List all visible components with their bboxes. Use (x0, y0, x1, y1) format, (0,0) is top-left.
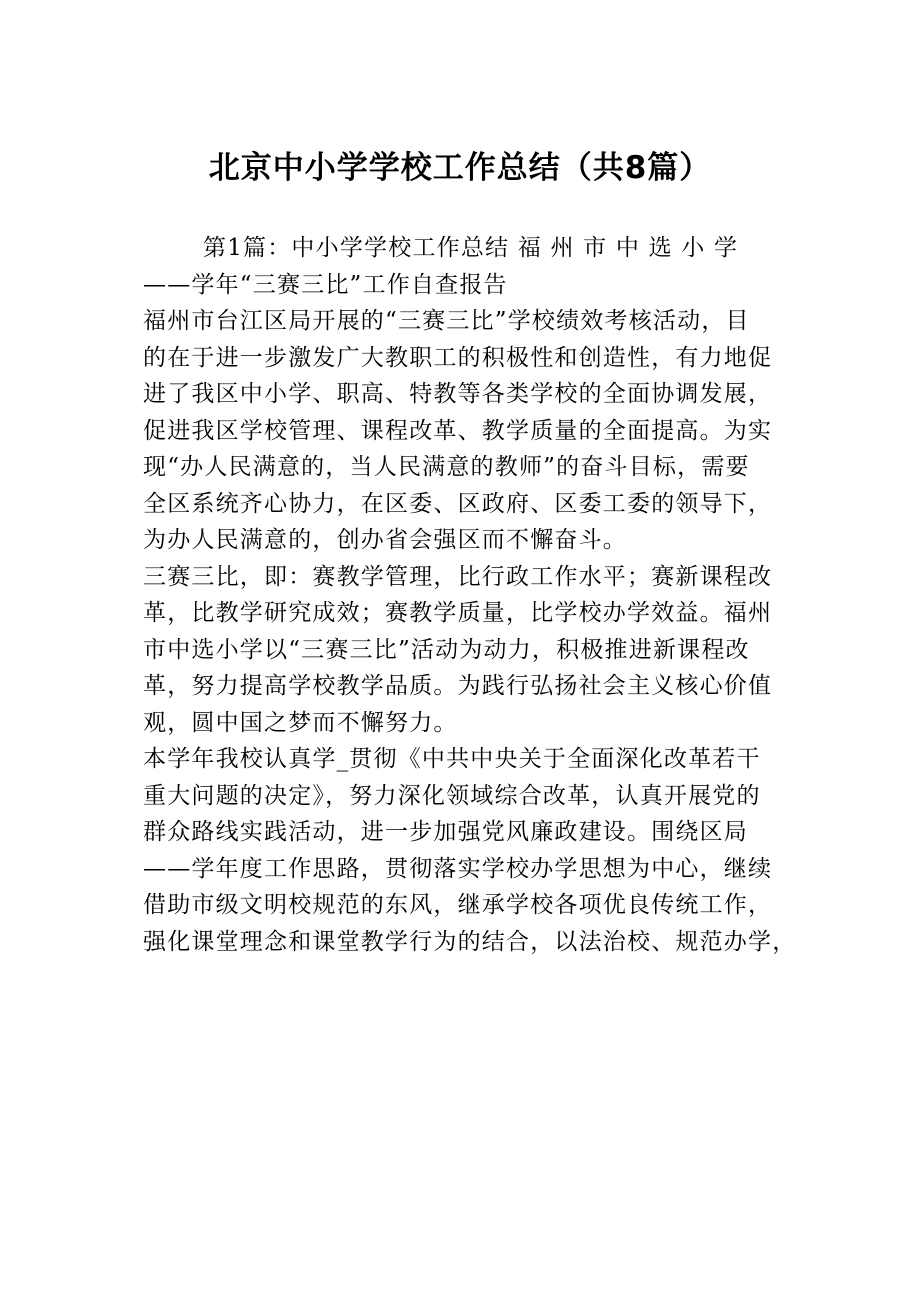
paragraph-line: 全区系统齐心协力，在区委、区政府、区委工委的领导下， (143, 490, 773, 517)
paragraph-line: 为办人民满意的，创办省会强区而不懈奋斗。 (143, 527, 627, 553)
document-title: 北京中小学学校工作总结（共8篇） (208, 150, 712, 186)
document-body (143, 230, 797, 960)
paragraph-line: 现“办人民满意的，当人民满意的教师”的奋斗目标，需要 (143, 454, 750, 480)
paragraph-line: 革，努力提高学校教学品质。为践行弘扬社会主义核心价值 (143, 673, 773, 699)
paragraph-line: 的在于进一步激发广大教职工的积极性和创造性，有力地促 (143, 344, 773, 371)
paragraph-line: 本学年我校认真学_贯彻《中共中央关于全面深化改革若干 (143, 746, 761, 772)
paragraph-line: 借助市级文明校规范的东风，继承学校各项优良传统工作， (143, 892, 773, 918)
paragraph-line: 强化课堂理念和课堂教学行为的结合，以法治校、规范办学， (143, 928, 797, 955)
paragraph-line: 促进我区学校管理、课程改革、教学质量的全面提高。为实 (143, 417, 773, 444)
paragraph-line: 革，比教学研究成效；赛教学质量，比学校办学效益。福州 (143, 600, 773, 626)
paragraph-line: ——学年度工作思路，贯彻落实学校办学思想为中心，继续 (143, 855, 773, 882)
paragraph-line: 观，圆中国之梦而不懈努力。 (143, 709, 458, 736)
paragraph-line: 市中选小学以“三赛三比”活动为动力，积极推进新课程改 (143, 636, 750, 663)
paragraph-line: 群众路线实践活动，进一步加强党风廉政建设。围绕区局 (143, 819, 748, 845)
paragraph-line: 第1篇：中小学学校工作总结 福 州 市 中 选 小 学 (203, 235, 739, 261)
paragraph-line: 进了我区中小学、职高、特教等各类学校的全面协调发展， (143, 381, 773, 407)
paragraph-line: ——学年“三赛三比”工作自查报告 (143, 271, 508, 298)
paragraph-line: 重大问题的决定》，努力深化领域综合改革，认真开展党的 (143, 782, 761, 809)
paragraph-line: 福州市台江区局开展的“三赛三比”学校绩效考核活动，目 (143, 308, 750, 334)
paragraph-line: 三赛三比，即：赛教学管理，比行政工作水平；赛新课程改 (143, 563, 773, 590)
